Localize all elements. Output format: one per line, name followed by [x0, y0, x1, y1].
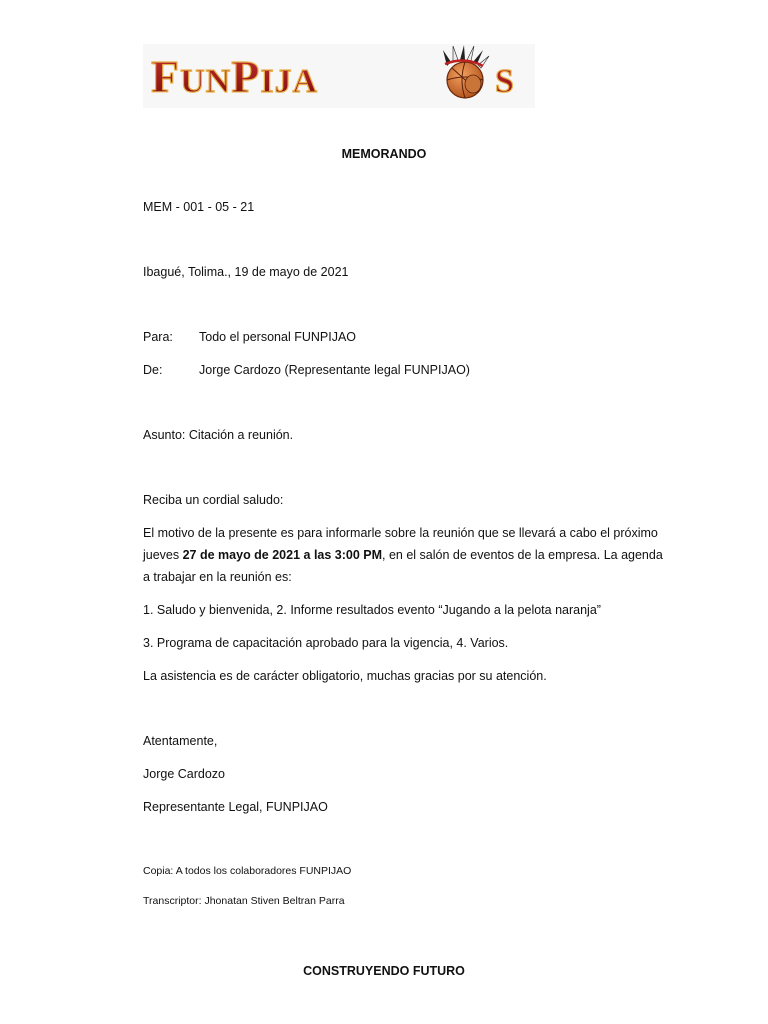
agenda-line-1: 1. Saludo y bienvenida, 2. Informe resultados evento “Jugando a la pelota naranja”	[143, 603, 601, 617]
transcriptor-line: Transcriptor: Jhonatan Stiven Beltran Parra	[143, 895, 345, 907]
logo-graphic	[143, 44, 535, 108]
para-row	[143, 329, 356, 345]
body-text-bold: 27 de mayo de 2021 a las 3:00 PM	[182, 548, 383, 562]
body-text-2: , en el salón de eventos de la empresa. La agenda a trabajar en la reunión es:	[143, 548, 663, 584]
body-text-1: El motivo de la presente es para informarle sobre la reunión que se llevará a cabo el próximo jueves	[143, 526, 658, 562]
de-row	[143, 362, 470, 378]
subject: Asunto: Citación a reunión.	[143, 428, 294, 442]
signoff: Atentamente,	[143, 734, 218, 748]
funpijaos-logo	[143, 44, 535, 108]
logo-text: FUNPIJA	[151, 51, 319, 102]
svg-text:S: S	[495, 63, 514, 100]
body-paragraph	[143, 522, 663, 588]
memo-title: MEMORANDO	[341, 147, 427, 161]
memo-code: MEM - 001 - 05 - 21	[143, 200, 255, 214]
de-label: De:	[143, 363, 163, 377]
signer-name: Jorge Cardozo	[143, 767, 225, 781]
signer-role: Representante Legal, FUNPIJAO	[143, 800, 328, 814]
footer-slogan: CONSTRUYENDO FUTURO	[303, 964, 465, 978]
de-value: Jorge Cardozo (Representante legal FUNPIJAO)	[199, 363, 470, 377]
place-date: Ibagué, Tolima., 19 de mayo de 2021	[143, 265, 349, 279]
agenda-line-2: 3. Programa de capacitación aprobado para la vigencia, 4. Varios.	[143, 636, 509, 650]
para-value: Todo el personal FUNPIJAO	[199, 330, 357, 344]
para-label: Para:	[143, 330, 173, 344]
copy-line: Copia: A todos los colaboradores FUNPIJAO	[143, 865, 352, 877]
greeting: Reciba un cordial saludo:	[143, 493, 284, 507]
closing-note: La asistencia es de carácter obligatorio, muchas gracias por su atención.	[143, 669, 547, 683]
